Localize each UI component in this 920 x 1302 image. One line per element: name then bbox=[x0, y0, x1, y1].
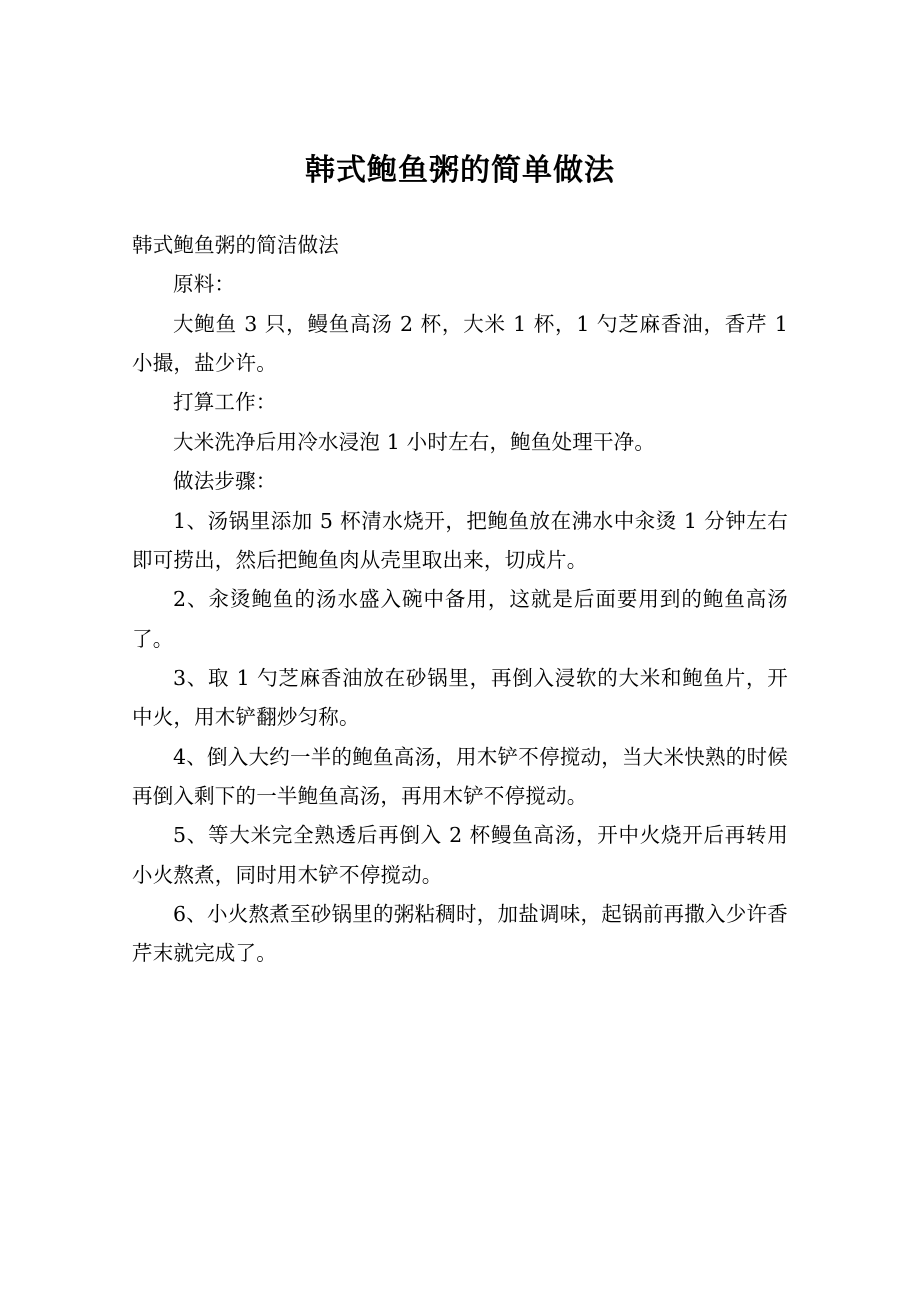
paragraph: 做法步骤： bbox=[173, 469, 277, 494]
page-title: 韩式鲍鱼粥的简单做法 bbox=[305, 153, 615, 188]
document-body bbox=[132, 226, 788, 974]
paragraph: 6、小火熬煮至砂锅里的粥粘稠时，加盐调味，起锅前再撒入少许香芹末就完成了。 bbox=[132, 902, 788, 966]
paragraph: 大米洗净后用冷水浸泡 1 小时左右，鲍鱼处理干净。 bbox=[173, 429, 656, 454]
paragraph: 1、汤锅里添加 5 杯清水烧开，把鲍鱼放在沸水中汆烫 1 分钟左右即可捞出，然后把鲍鱼肉从壳里取出来，切成片。 bbox=[132, 508, 788, 572]
paragraph: 2、汆烫鲍鱼的汤水盛入碗中备用，这就是后面要用到的鲍鱼高汤了。 bbox=[132, 587, 788, 651]
paragraph: 打算工作： bbox=[173, 390, 277, 415]
paragraph: 5、等大米完全熟透后再倒入 2 杯鳗鱼高汤，开中火烧开后再转用小火熬煮，同时用木铲不停搅动。 bbox=[132, 823, 788, 887]
paragraph: 韩式鲍鱼粥的简洁做法 bbox=[132, 233, 339, 257]
paragraph: 4、倒入大约一半的鲍鱼高汤，用木铲不停搅动，当大米快熟的时候再倒入剩下的一半鲍鱼高汤，再用木铲不停搅动。 bbox=[132, 744, 788, 809]
paragraph: 原料： bbox=[173, 272, 236, 297]
paragraph: 大鲍鱼 3 只，鳗鱼高汤 2 杯，大米 1 杯，1 勺芝麻香油，香芹 1 小撮，盐少许。 bbox=[132, 311, 788, 376]
paragraph: 3、取 1 勺芝麻香油放在砂锅里，再倒入浸软的大米和鲍鱼片，开中火，用木铲翻炒匀称。 bbox=[132, 665, 788, 730]
